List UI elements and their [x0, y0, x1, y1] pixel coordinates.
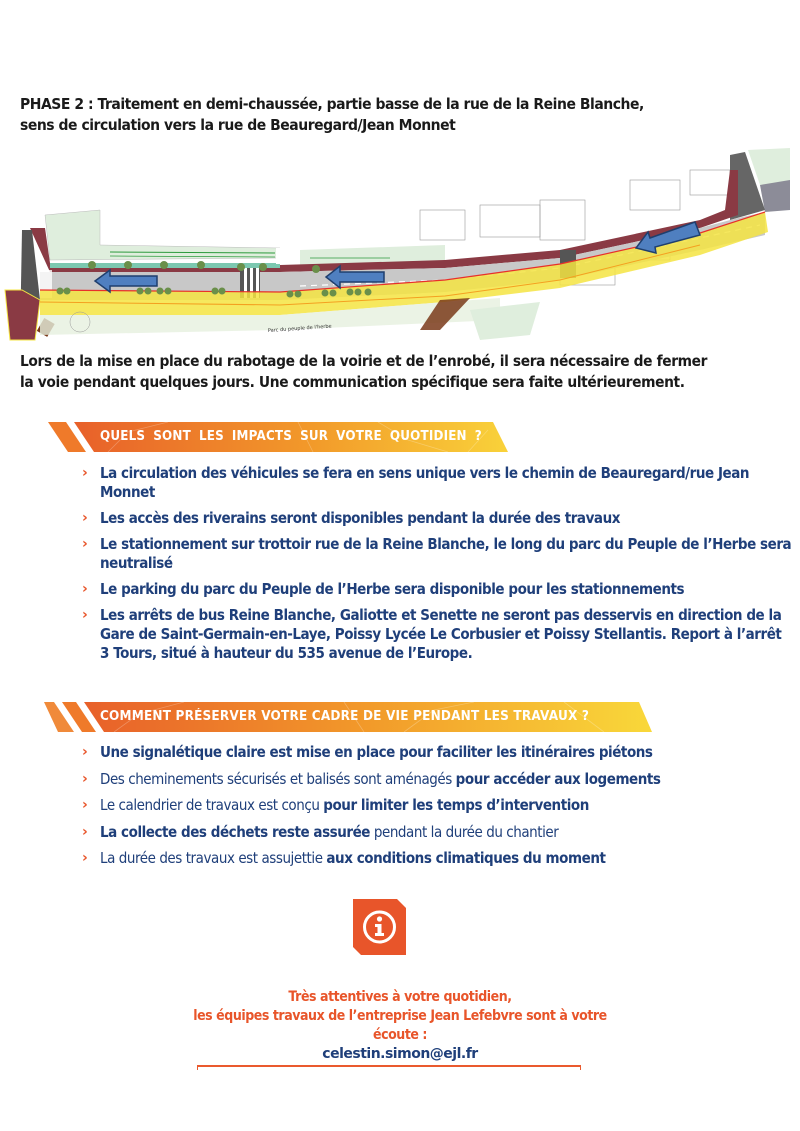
intro-text [20, 351, 747, 393]
list-item: › Le calendrier de travaux est conçu pour limiter les temps d’intervention [82, 796, 589, 814]
chevron-right-icon: › [82, 850, 88, 866]
impacts-heading: QUELS SONT LES IMPACTS SUR VOTRE QUOTIDIEN ? [100, 429, 482, 444]
list-item: › La circulation des véhicules se fera en sens unique vers le chemin de Beauregard/rue Jean Monnet [82, 464, 750, 501]
preserve-heading: COMMENT PRÉSERVER VOTRE CADRE DE VIE PENDANT LES TRAVAUX ? [100, 709, 590, 724]
list-item: › Une signalétique claire est mise en place pour faciliter les itinéraires piétons [82, 743, 653, 761]
chevron-right-icon: › [82, 465, 88, 481]
preserve-banner [44, 700, 652, 734]
chevron-right-icon: › [82, 744, 88, 760]
road-plan-map [0, 140, 800, 345]
intro-line1: Lors de la mise en place du rabotage de la voirie et de l’enrobé, il sera nécessaire de fermer [20, 352, 708, 370]
bottom-divider [197, 1065, 581, 1070]
phase-title [20, 94, 727, 136]
list-item: › Les accès des riverains seront disponibles pendant la durée des travaux [82, 509, 621, 527]
impacts-banner [48, 420, 508, 454]
impacts-list [82, 464, 792, 670]
chevron-right-icon: › [82, 510, 88, 526]
chevron-right-icon: › [82, 581, 88, 597]
phase-title-line1: PHASE 2 : Traitement en demi-chaussée, partie basse de la rue de la Reine Blanche, [20, 95, 644, 113]
list-item: › La durée des travaux est assujettie aux conditions climatiques du moment [82, 849, 606, 867]
phase-title-line2: sens de circulation vers la rue de Beauregard/Jean Monnet [20, 116, 456, 134]
info-icon [353, 899, 406, 955]
contact-block [150, 988, 650, 1064]
contact-line1: Très attentives à votre quotidien, [288, 989, 512, 1005]
contact-line2: les équipes travaux de l’entreprise Jean Lefebvre sont à votre écoute : [193, 1008, 607, 1043]
intro-line2: la voie pendant quelques jours. Une communication spécifique sera faite ultérieurement. [20, 373, 685, 391]
list-item: › Le parking du parc du Peuple de l’Herbe sera disponible pour les stationnements [82, 580, 685, 598]
contact-email-link[interactable]: celestin.simon@ejl.fr [322, 1046, 478, 1062]
chevron-right-icon: › [82, 823, 88, 840]
list-item: › Les arrêts de bus Reine Blanche, Galiotte et Senette ne seront pas desservis en direction de la Gare de Saint-Germain-en-Laye, Poissy Lycée Le Corbusier et Poissy Stellantis. Report à l’arrêt 3 Tours, situé à hauteur du 535 avenue de l’Europe. [82, 606, 782, 662]
list-item: › Le stationnement sur trottoir rue de la Reine Blanche, le long du parc du Peuple de l’Herbe sera neutralisé [82, 535, 792, 572]
list-item: › La collecte des déchets reste assurée pendant la durée du chantier [82, 822, 559, 841]
chevron-right-icon: › [82, 536, 88, 552]
park-label: Parc du peuple de l'herbe [267, 323, 332, 334]
list-item: › Des cheminements sécurisés et balisés sont aménagés pour accéder aux logements [82, 769, 661, 788]
chevron-right-icon: › [82, 770, 88, 787]
chevron-right-icon: › [82, 607, 88, 623]
preserve-list [82, 743, 762, 876]
chevron-right-icon: › [82, 797, 88, 813]
